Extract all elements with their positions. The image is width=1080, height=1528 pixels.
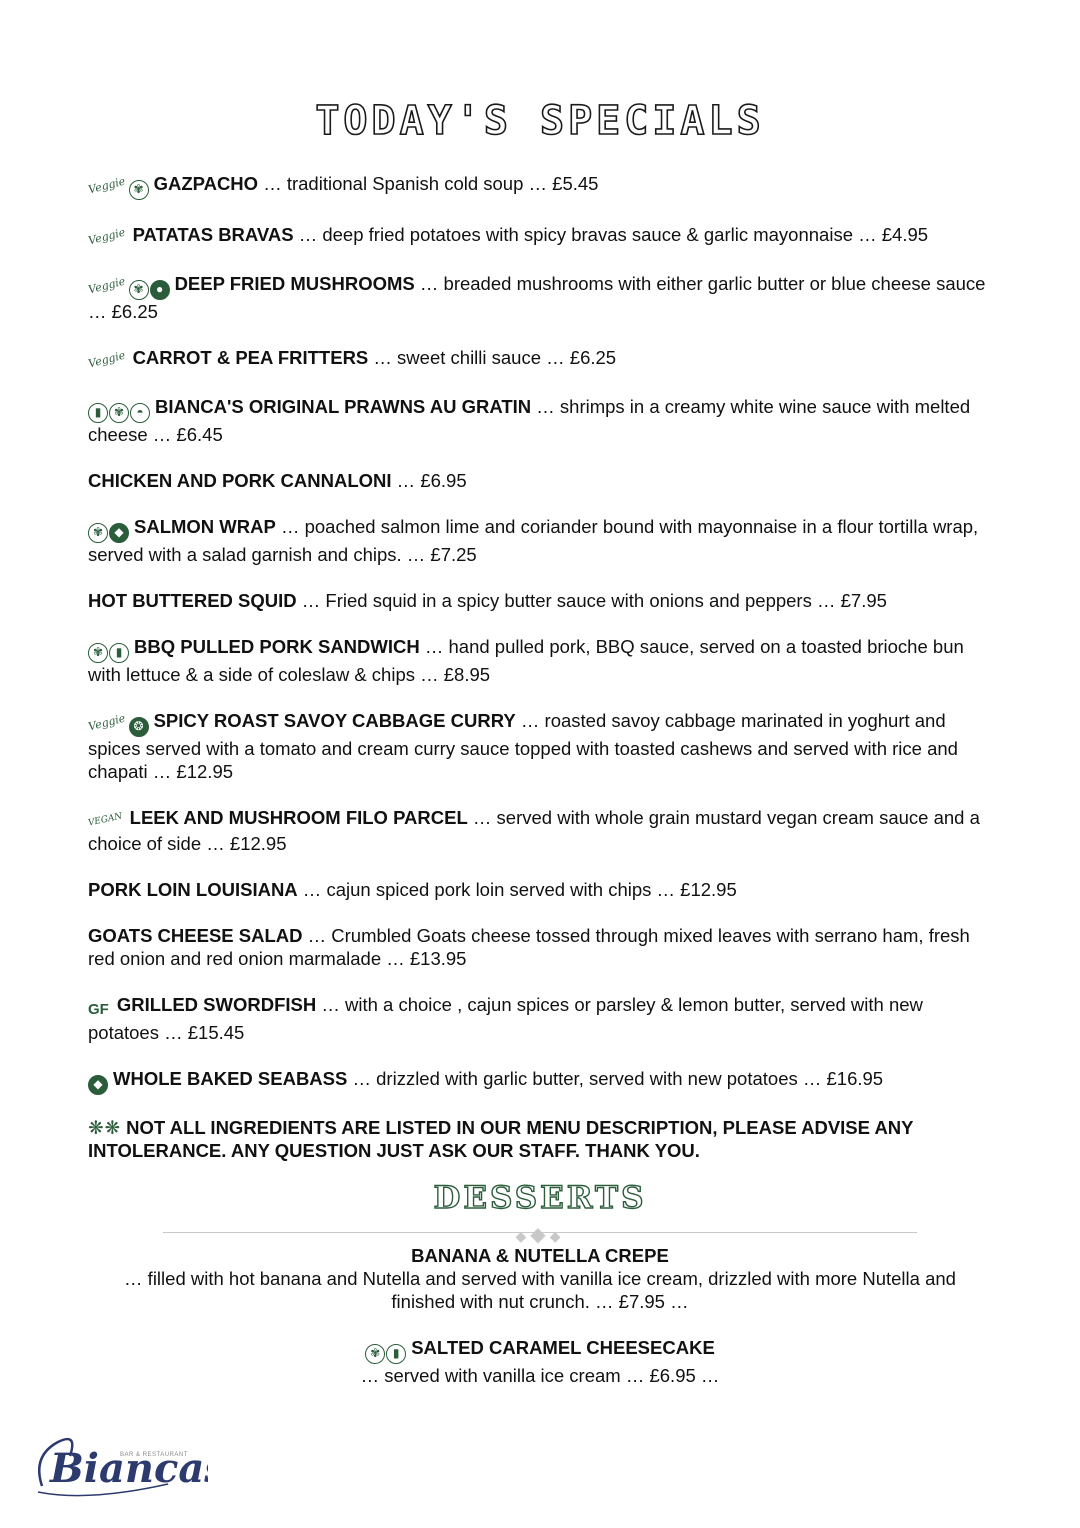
allergen-icons — [365, 1339, 407, 1364]
menu-item — [88, 635, 988, 686]
dessert-item — [100, 1244, 980, 1313]
allergen-icons — [88, 996, 113, 1021]
item-description: … shrimps in a creamy white wine sauce with melted cheese … £6.45 — [88, 396, 971, 445]
gluten-icon: ✾ — [88, 643, 108, 663]
item-name: DEEP FRIED MUSHROOMS — [174, 273, 415, 294]
veggie-tag: Veggie — [86, 274, 127, 297]
item-name: BBQ PULLED PORK SANDWICH — [134, 636, 420, 657]
desserts-title: DESSERTS — [433, 1180, 647, 1216]
egg-icon: ● — [150, 280, 170, 300]
gf-tag: GF — [88, 1001, 109, 1018]
notice-text: NOT ALL INGREDIENTS ARE LISTED IN OUR MENU DESCRIPTION, PLEASE ADVISE ANY INTOLERANCE. ANY QUESTION JUST ASK OUR STAFF. THANK YOU. — [88, 1117, 914, 1161]
item-name: CHICKEN AND PORK CANNALONI — [88, 470, 392, 491]
allergen-icons — [88, 174, 150, 200]
menu-item — [88, 709, 988, 783]
allergen-icons — [88, 225, 129, 249]
item-name: WHOLE BAKED SEABASS — [113, 1068, 348, 1089]
allergen-icons — [88, 711, 150, 737]
logo-wordmark: Bianca — [50, 1445, 205, 1492]
menu-item — [88, 223, 988, 249]
notice-symbol-icon: ❋❋ — [88, 1117, 122, 1138]
allergen-icons — [88, 1070, 109, 1095]
gluten-icon: ✾ — [365, 1344, 385, 1364]
menu-item — [88, 172, 988, 200]
allergy-notice — [88, 1116, 988, 1162]
item-name: GOATS CHEESE SALAD — [88, 925, 303, 946]
menu-item — [88, 515, 988, 566]
menu-item — [88, 469, 988, 492]
menu-item — [88, 346, 988, 372]
veggie-tag: Veggie — [86, 174, 127, 197]
gluten-icon: ✾ — [88, 523, 108, 543]
item-name: PORK LOIN LOUISIANA — [88, 879, 298, 900]
item-name: PATATAS BRAVAS — [132, 224, 294, 245]
vegan-tag: VEGAN — [87, 811, 124, 829]
logo-tagline: BAR & RESTAURANT — [120, 1452, 188, 1458]
menu-item — [88, 272, 988, 323]
fish-icon: ◆ — [88, 1075, 108, 1095]
dessert-item — [100, 1336, 980, 1387]
menu-item — [88, 806, 988, 855]
fish-icon: ◆ — [109, 523, 129, 543]
nuts-icon: ❂ — [129, 717, 149, 737]
item-description: … poached salmon lime and coriander bound with mayonnaise in a flour tortilla wrap, served with a salad garnish and chips. … £7.25 — [88, 516, 979, 565]
item-name: SPICY ROAST SAVOY CABBAGE CURRY — [153, 710, 516, 731]
gluten-icon: ✾ — [129, 180, 149, 200]
item-name: CARROT & PEA FRITTERS — [132, 347, 369, 368]
item-description: … breaded mushrooms with either garlic butter or blue cheese sauce … £6.25 — [88, 273, 986, 322]
item-name: LEEK AND MUSHROOM FILO PARCEL — [129, 807, 468, 828]
crustacean-icon: ◓ — [130, 403, 150, 423]
item-name: BIANCA'S ORIGINAL PRAWNS AU GRATIN — [155, 396, 532, 417]
item-description: … cajun spiced pork loin served with chips … £12.95 — [297, 879, 737, 900]
item-name: GRILLED SWORDFISH — [116, 994, 317, 1015]
dessert-name: BANANA & NUTELLA CREPE — [411, 1245, 669, 1266]
allergen-icons — [88, 398, 151, 423]
allergen-icons — [88, 809, 126, 832]
divider-ornament: ◆◆◆ — [515, 1224, 565, 1246]
allergen-icons — [88, 518, 130, 543]
item-description: … Fried squid in a spicy butter sauce with onions and peppers … £7.95 — [296, 590, 887, 611]
item-name: SALMON WRAP — [134, 516, 276, 537]
specials-list — [88, 172, 988, 1162]
veggie-tag: Veggie — [86, 711, 127, 734]
item-description: … roasted savoy cabbage marinated in yoghurt and spices served with a tomato and cream curry sauce topped with toasted cashews and served with rice and chapati … £12.95 — [88, 710, 958, 782]
menu-item — [88, 924, 988, 970]
menu-item — [88, 878, 988, 901]
allergen-icons — [88, 274, 171, 300]
item-description: … hand pulled pork, BBQ sauce, served on a toasted brioche bun with lettuce & a side of coleslaw & chips … £8.95 — [88, 636, 964, 685]
dessert-name: SALTED CARAMEL CHEESECAKE — [411, 1337, 715, 1358]
veggie-tag: Veggie — [86, 225, 127, 248]
dessert-description: … filled with hot banana and Nutella and served with vanilla ice cream, drizzled with more Nutella and finished with nut crunch. … £7.95 … — [124, 1268, 956, 1312]
milk-icon: ▮ — [109, 643, 129, 663]
menu-item — [88, 1067, 988, 1095]
biancas-logo — [28, 1426, 208, 1506]
gluten-icon: ✾ — [109, 403, 129, 423]
item-description: … sweet chilli sauce … £6.25 — [368, 347, 617, 368]
page-title: TODAY'S SPECIALS — [315, 98, 765, 144]
allergen-icons — [88, 638, 130, 663]
allergen-icons — [88, 348, 129, 372]
menu-item — [88, 395, 988, 446]
dessert-description: … served with vanilla ice cream … £6.95 … — [360, 1365, 720, 1386]
menu-item — [88, 589, 988, 612]
item-description: … traditional Spanish cold soup … £5.45 — [258, 173, 599, 194]
milk-icon: ▮ — [386, 1344, 406, 1364]
item-description: … £6.95 — [391, 470, 467, 491]
gluten-icon: ✾ — [129, 280, 149, 300]
item-name: HOT BUTTERED SQUID — [88, 590, 297, 611]
item-description: … drizzled with garlic butter, served with new potatoes … £16.95 — [347, 1068, 884, 1089]
item-description: … with a choice , cajun spices or parsley & lemon butter, served with new potatoes … £15.45 — [88, 994, 923, 1043]
item-description: … deep fried potatoes with spicy bravas sauce & garlic mayonnaise … £4.95 — [293, 224, 929, 245]
menu-item — [88, 993, 988, 1044]
item-name: GAZPACHO — [153, 173, 259, 194]
milk-icon: ▮ — [88, 403, 108, 423]
veggie-tag: Veggie — [86, 348, 127, 371]
item-description: … Crumbled Goats cheese tossed through mixed leaves with serrano ham, fresh red onion and red onion marmalade … £13.95 — [88, 925, 970, 969]
item-description: … served with whole grain mustard vegan cream sauce and a choice of side … £12.95 — [88, 807, 980, 854]
